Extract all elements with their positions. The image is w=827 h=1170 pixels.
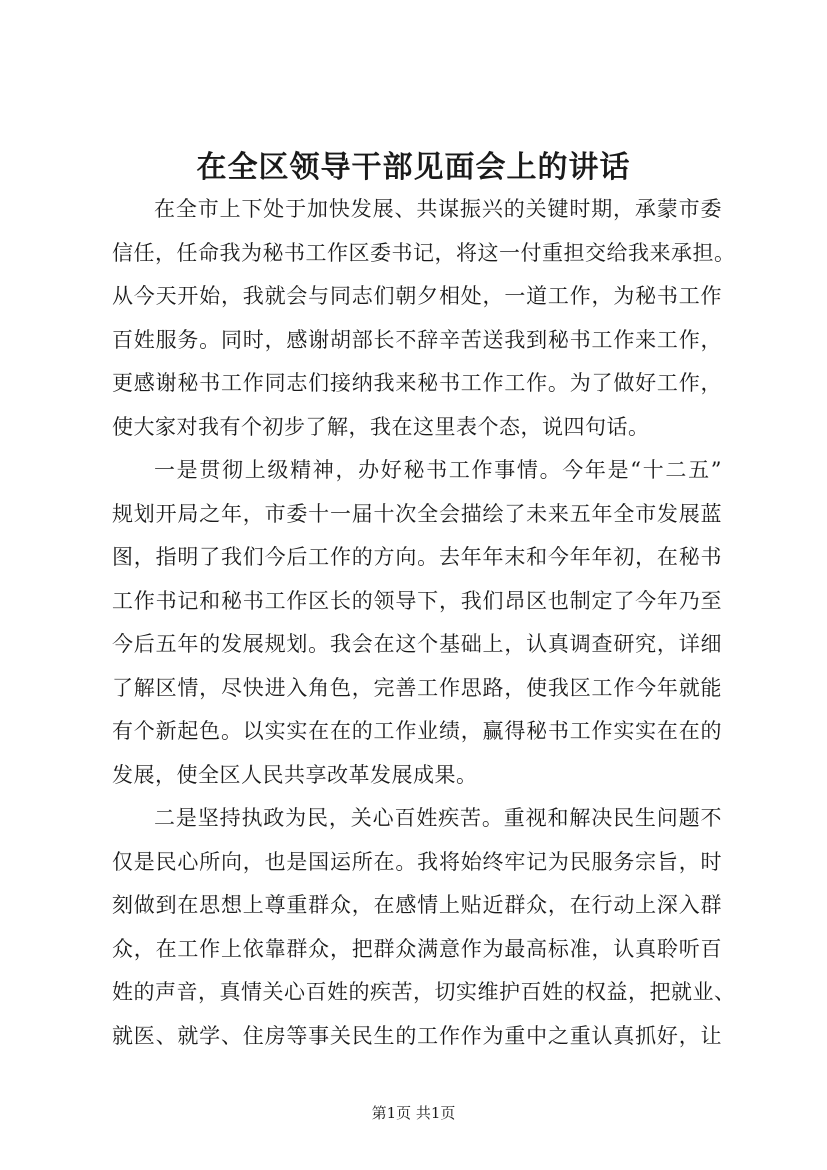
paragraph-line: 规划开局之年，市委十一届十次全会描绘了未来五年全市发展蓝	[112, 501, 722, 526]
document-title: 在全区领导干部见面会上的讲话	[196, 150, 631, 185]
paragraph-line: 了解区情，尽快进入角色，完善工作思路，使我区工作今年就能	[112, 675, 722, 700]
paragraph-line: 使大家对我有个初步了解，我在这里表个态，说四句话。	[112, 414, 650, 439]
paragraph-line: 有个新起色。以实实在在的工作业绩，赢得秘书工作实实在在的	[112, 719, 722, 743]
paragraph-line: 信任，任命我为秘书工作区委书记，将这一付重担交给我来承担。	[112, 240, 736, 265]
paragraph-line: 一是贯彻上级精神，办好秘书工作事情。今年是“十二五”	[154, 458, 722, 482]
paragraph-line: 就医、就学、住房等事关民生的工作作为重中之重认真抓好，让	[112, 1023, 722, 1048]
paragraph-line: 二是坚持执政为民，关心百姓疾苦。重视和解决民生问题不	[154, 806, 722, 830]
paragraph-line: 今后五年的发展规划。我会在这个基础上，认真调查研究，详细	[112, 632, 722, 656]
paragraph-line: 更感谢秘书工作同志们接纳我来秘书工作工作。为了做好工作，	[112, 371, 722, 395]
paragraph-line: 姓的声音，真情关心百姓的疾苦，切实维护百姓的权益，把就业、	[112, 980, 736, 1004]
paragraph	[112, 797, 736, 1058]
paragraph-line: 从今天开始，我就会与同志们朝夕相处，一道工作，为秘书工作	[112, 284, 722, 308]
paragraph	[112, 449, 722, 797]
paragraph-line: 仅是民心所向，也是国运所在。我将始终牢记为民服务宗旨，时	[112, 849, 722, 874]
paragraph-line: 百姓服务。同时，感谢胡部长不辞辛苦送我到秘书工作来工作，	[112, 327, 722, 352]
page-footer: 第1页 共1页	[371, 1104, 456, 1122]
paragraph	[112, 188, 736, 449]
paragraph-line: 刻做到在思想上尊重群众，在感情上贴近群众，在行动上深入群	[112, 893, 722, 917]
paragraph-line: 发展，使全区人民共享改革发展成果。	[112, 762, 478, 787]
paragraph-line: 众，在工作上依靠群众，把群众满意作为最高标准，认真聆听百	[112, 936, 722, 961]
paragraph-line: 在全市上下处于加快发展、共谋振兴的关键时期，承蒙市委	[154, 197, 722, 221]
paragraph-line: 图，指明了我们今后工作的方向。去年年末和今年年初，在秘书	[112, 545, 722, 569]
document-body	[112, 168, 736, 1058]
paragraph-line: 工作书记和秘书工作区长的领导下，我们昂区也制定了今年乃至	[112, 588, 722, 613]
